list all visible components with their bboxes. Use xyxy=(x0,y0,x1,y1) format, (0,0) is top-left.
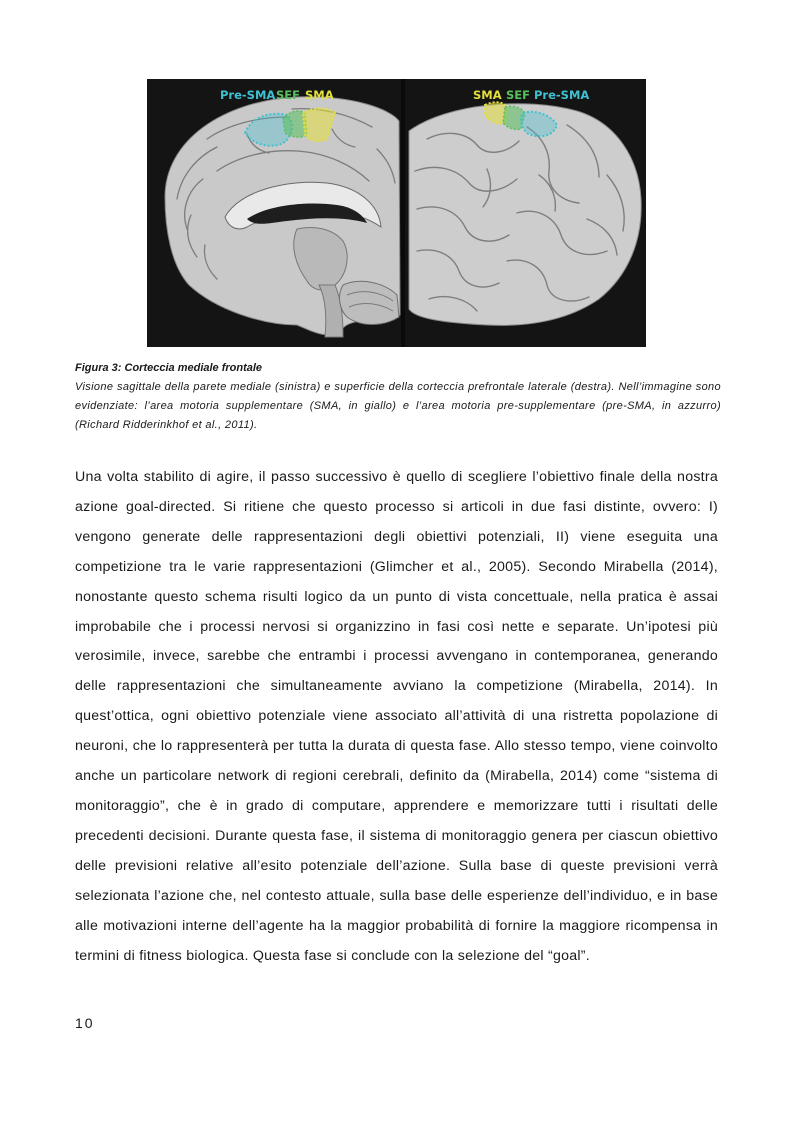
left-label-pre-sma: Pre-SMA xyxy=(220,88,276,102)
right-label-pre-sma: Pre-SMA xyxy=(534,88,590,102)
right-label-sma: SMA xyxy=(473,88,502,102)
figure-caption xyxy=(75,359,721,435)
page-number: 10 xyxy=(75,1015,95,1031)
brain-illustration xyxy=(147,79,646,347)
brain-figure xyxy=(147,79,646,347)
body-paragraph: Una volta stabilito di agire, il passo successivo è quello di scegliere l’obiettivo finale della nostra azione goal-directed. Si ritiene che questo processo si articoli in due fasi distinte, ovvero: I) vengono generate delle rappresentazioni degli obiettivi potenziali, II) viene eseguita una competizione tra le varie rappresentazioni (Glimcher et al., 2005). Secondo Mirabella (2014), nonostante questo schema risulti logico da un punto di vista concettuale, nella pratica è assai improbabile che i processi nervosi si organizzino in fasi così nette e separate. Un’ipotesi più verosimile, invece, sarebbe che entrambi i processi avvengano in contemporanea, generando delle rappresentazioni che simultaneamente avviano la competizione (Mirabella, 2014). In quest’ottica, ogni obiettivo potenziale viene associato all’attività di una ristretta popolazione di neuroni, che lo rappresenterà per tutta la durata di questa fase. Allo stesso tempo, viene coinvolto anche un particolare network di regioni cerebrali, definito da (Mirabella, 2014) come “sistema di monitoraggio”, che è in grado di computare, apprendere e memorizzare tutti i risultati delle precedenti decisioni. Durante questa fase, il sistema di monitoraggio genera per ciascun obiettivo delle previsioni relative all’esito potenziale dell’azione. Sulla base di queste previsioni verrà selezionata l’azione che, nel contesto attuale, sulla base delle esperienze dell’individuo, e in base alle motivazioni interne dell’agente ha la maggior probabilità di fornire la maggiore ricompensa in termini di fitness biologica. Questa fase si conclude con la selezione del “goal”. xyxy=(75,469,718,964)
left-label-sma: SMA xyxy=(305,88,334,102)
left-label-sef: SEF xyxy=(276,88,300,102)
caption-title: Figura 3: Corteccia mediale frontale xyxy=(75,362,263,374)
figure-divider xyxy=(401,79,405,347)
caption-text: Visione sagittale della parete mediale (sinistra) e superficie della corteccia prefrontale laterale (destra). Nell’immagine sono evidenziate: l’area motoria supplementare (SMA, in giallo) e l’area motoria pre-supplementare (pre-SMA, in azzurro) (Richard Ridderinkhof et al., 2011). xyxy=(75,381,721,431)
right-label-sef: SEF xyxy=(506,88,530,102)
